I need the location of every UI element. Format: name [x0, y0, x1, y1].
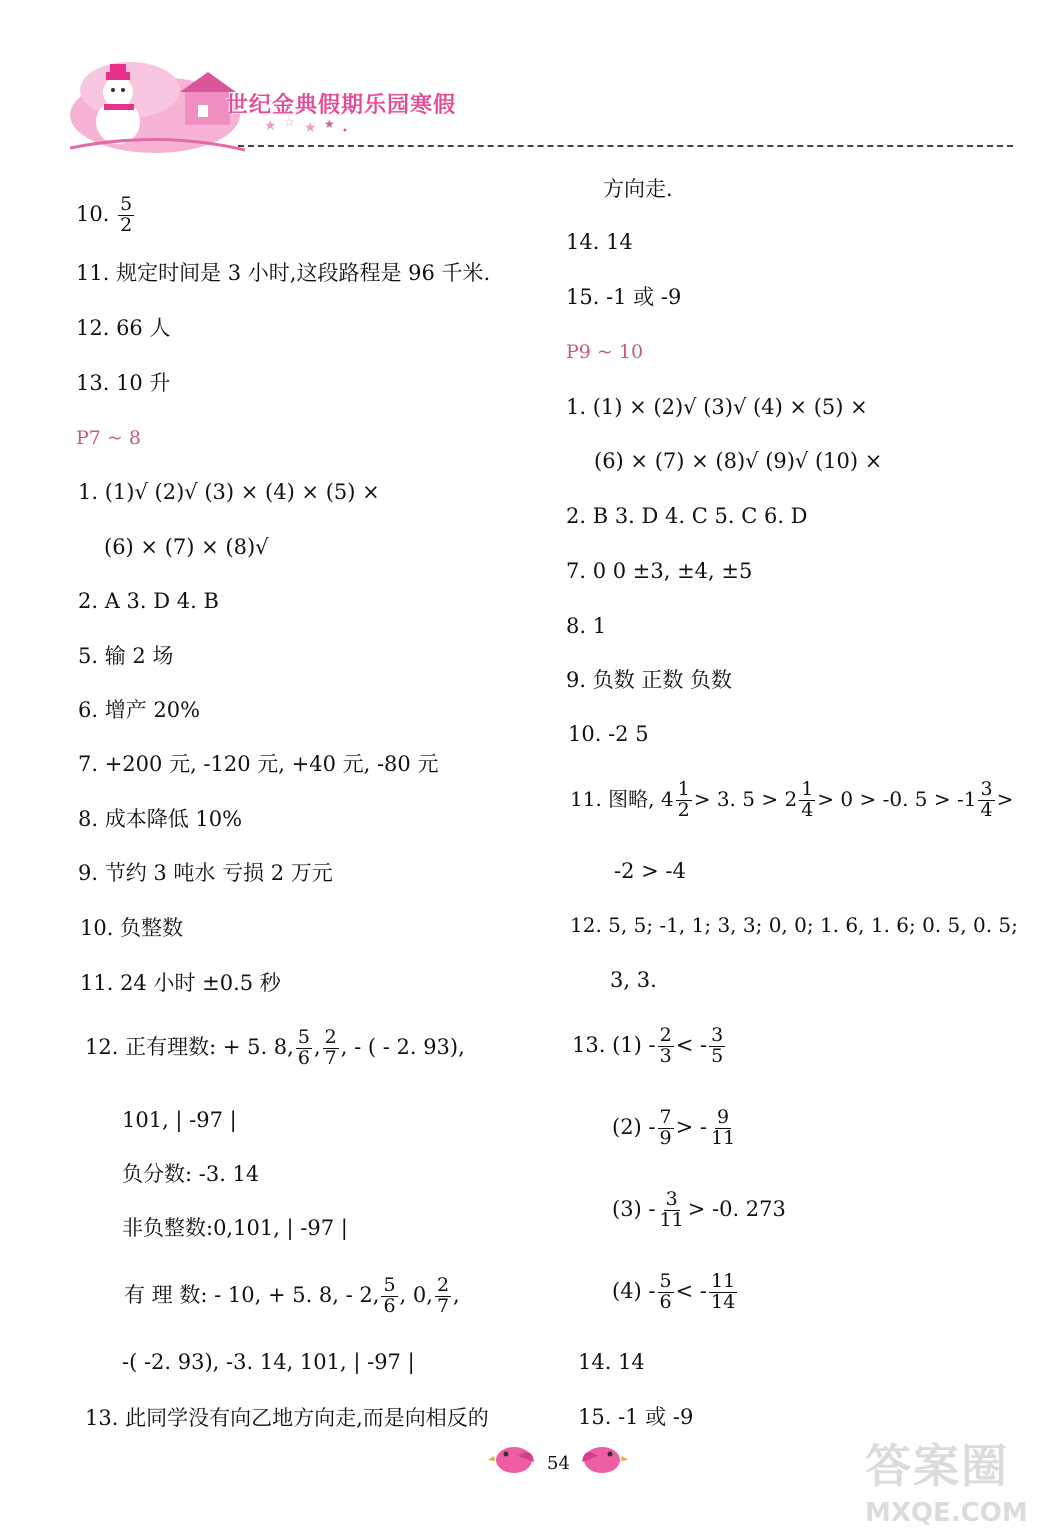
fraction-denominator: 4	[801, 798, 814, 821]
watermark	[865, 1430, 1045, 1530]
fraction-denominator: 6	[383, 1294, 396, 1317]
p7-q12-line4: 非负整数:0,101, | -97 |	[122, 1216, 348, 1240]
bird-left-icon	[488, 1442, 536, 1476]
fraction-denominator: 14	[711, 1290, 736, 1313]
p7-q7: 7. +200 元, -120 元, +40 元, -80 元	[78, 752, 439, 776]
fraction	[381, 1276, 397, 1317]
left-q11: 11. 规定时间是 3 小时,这段路程是 96 千米.	[76, 261, 491, 285]
right-q15: 15. -1 或 -9	[566, 285, 682, 309]
right-continuation: 方向走.	[603, 177, 673, 201]
p9-q1-line1: 1. (1) × (2)√ (3)√ (4) × (5) ×	[566, 395, 868, 419]
bird-right-icon	[580, 1442, 628, 1476]
fraction-numerator: 3	[980, 778, 993, 800]
p9-q10: 10. -2 5	[568, 722, 649, 746]
p9-q13-part3	[612, 1190, 786, 1231]
section-heading-p9-10: P9 ~ 10	[566, 341, 644, 363]
text-segment: > 0 > -0. 5 > -1	[817, 786, 977, 811]
fraction-numerator: 2	[659, 1024, 672, 1046]
text-segment: >	[996, 786, 1014, 811]
fraction-denominator: 9	[659, 1126, 672, 1149]
snowman-illustration	[70, 60, 245, 155]
fraction-numerator: 5	[659, 1270, 672, 1292]
svg-text:★: ★	[264, 118, 277, 134]
p7-q1-line2: (6) × (7) × (8)√	[104, 535, 269, 559]
fraction-denominator: 2	[120, 213, 133, 236]
fraction-numerator: 5	[383, 1274, 396, 1296]
text-segment: (3) -	[612, 1196, 656, 1221]
stars-decoration	[262, 112, 352, 136]
section-heading-p7-8: P7 ~ 8	[76, 427, 141, 449]
fraction-numerator: 1	[677, 778, 690, 800]
fraction-numerator: 3	[711, 1024, 724, 1046]
p7-q12-line2: 101, | -97 |	[122, 1108, 237, 1132]
p7-q5: 5. 输 2 场	[78, 644, 174, 668]
fraction	[658, 1190, 686, 1231]
fraction-numerator: 11	[711, 1270, 736, 1292]
fraction-denominator: 6	[659, 1290, 672, 1313]
p7-q2: 2. A 3. D 4. B	[78, 589, 219, 613]
p7-q8: 8. 成本降低 10%	[78, 807, 243, 831]
p7-q11: 11. 24 小时 ±0.5 秒	[80, 971, 281, 995]
svg-text:★: ★	[304, 120, 317, 136]
p9-q7: 7. 0 0 ±3, ±4, ±5	[566, 559, 753, 583]
header-title: 世纪金典假期乐园寒假	[226, 93, 457, 118]
text-segment: > 3. 5 > 2	[693, 786, 798, 811]
p9-q1-line2: (6) × (7) × (8)√ (9)√ (10) ×	[594, 449, 883, 473]
left-q12: 12. 66 人	[76, 316, 171, 340]
fraction-numerator: 1	[801, 778, 814, 800]
left-q13: 13. 10 升	[76, 371, 171, 395]
fraction-denominator: 7	[436, 1294, 450, 1317]
p7-q12-line6: -( -2. 93), -3. 14, 101, | -97 |	[122, 1350, 415, 1374]
fraction-denominator: 11	[659, 1208, 684, 1231]
fraction-numerator: 5	[297, 1026, 310, 1048]
fraction	[296, 1028, 312, 1069]
p7-q12-line5	[124, 1276, 460, 1317]
fraction-numerator: 2	[436, 1274, 450, 1296]
p7-q1-line1: 1. (1)√ (2)√ (3) × (4) × (5) ×	[78, 480, 380, 504]
p7-q9: 9. 节约 3 吨水 亏损 2 万元	[78, 861, 333, 885]
p9-q8: 8. 1	[566, 614, 607, 638]
text-segment: , - ( - 2. 93),	[340, 1034, 465, 1059]
fraction	[978, 780, 994, 821]
fraction	[658, 1026, 674, 1067]
fraction	[323, 1028, 339, 1069]
fraction-numerator: 9	[717, 1106, 730, 1128]
header-divider	[238, 145, 1013, 147]
fraction	[658, 1108, 674, 1149]
fraction-denominator: 2	[677, 798, 690, 821]
p9-q9: 9. 负数 正数 负数	[566, 668, 733, 692]
fraction	[118, 195, 134, 236]
p7-q13: 13. 此同学没有向乙地方向走,而是向相反的	[85, 1406, 489, 1430]
fraction-denominator: 7	[324, 1046, 337, 1069]
p7-q6: 6. 增产 20%	[78, 698, 201, 722]
p9-q13-part4	[612, 1272, 739, 1313]
text-segment: 有 理 数: - 10, + 5. 8, - 2,	[124, 1282, 380, 1307]
text-segment: > -	[675, 1114, 707, 1139]
watermark-url: MXQE.COM	[865, 1498, 1028, 1528]
fraction	[709, 1272, 737, 1313]
fraction	[799, 780, 815, 821]
left-q10	[76, 195, 136, 236]
fraction-numerator: 7	[659, 1106, 672, 1128]
p9-q15: 15. -1 或 -9	[578, 1405, 694, 1429]
text-segment: < -	[675, 1278, 707, 1303]
q10-number: 10.	[76, 201, 110, 226]
text-segment: 11. 图略, 4	[570, 786, 674, 811]
text-segment: 12. 正有理数: + 5. 8,	[85, 1034, 294, 1059]
fraction-numerator: 2	[324, 1026, 337, 1048]
svg-text:☆: ☆	[284, 115, 295, 129]
watermark-title: 答案圈	[865, 1439, 1009, 1493]
fraction	[709, 1026, 725, 1067]
fraction-denominator: 5	[711, 1044, 724, 1067]
fraction-denominator: 3	[659, 1044, 672, 1067]
p9-q2: 2. B 3. D 4. C 5. C 6. D	[566, 504, 808, 528]
fraction	[658, 1272, 674, 1313]
fraction-numerator: 5	[120, 193, 133, 215]
fraction-denominator: 4	[980, 798, 993, 821]
p9-q12-line2: 3, 3.	[610, 968, 657, 992]
right-q14: 14. 14	[566, 230, 633, 254]
text-segment: < -	[675, 1032, 708, 1057]
p9-q13-part2	[612, 1108, 739, 1149]
p9-q13-part1	[572, 1026, 727, 1067]
p7-q10: 10. 负整数	[80, 916, 184, 940]
fraction	[435, 1276, 451, 1317]
p9-q12-line1: 12. 5, 5; -1, 1; 3, 3; 0, 0; 1. 6, 1. 6; 0. 5, 0. 5;	[570, 913, 1018, 937]
fraction	[709, 1108, 737, 1149]
fraction-denominator: 11	[711, 1126, 736, 1149]
text-segment: ,	[453, 1282, 460, 1307]
svg-text:★: ★	[324, 117, 335, 131]
fraction-numerator: 3	[665, 1188, 678, 1210]
text-segment: , 0,	[399, 1282, 433, 1307]
fraction	[676, 780, 692, 821]
text-segment: > -0. 273	[687, 1196, 786, 1221]
page-number: 54	[547, 1453, 570, 1474]
p9-q11-line2: -2 > -4	[614, 859, 686, 883]
text-segment: (2) -	[612, 1114, 656, 1139]
svg-text:•: •	[342, 126, 348, 136]
p9-q14: 14. 14	[578, 1350, 645, 1374]
p7-q12-line1: 12. 正有理数: + 5. 8, $\frac{5}{6}$ , $\frac{2}{7}$ , - ( - 2. 93),	[85, 1026, 465, 1069]
p7-q12-line3: 负分数: -3. 14	[122, 1162, 260, 1186]
fraction-denominator: 6	[297, 1046, 310, 1069]
p9-q11-line1	[570, 780, 1013, 821]
text-segment: (4) -	[612, 1278, 656, 1303]
text-segment: 13. (1) -	[572, 1032, 656, 1057]
